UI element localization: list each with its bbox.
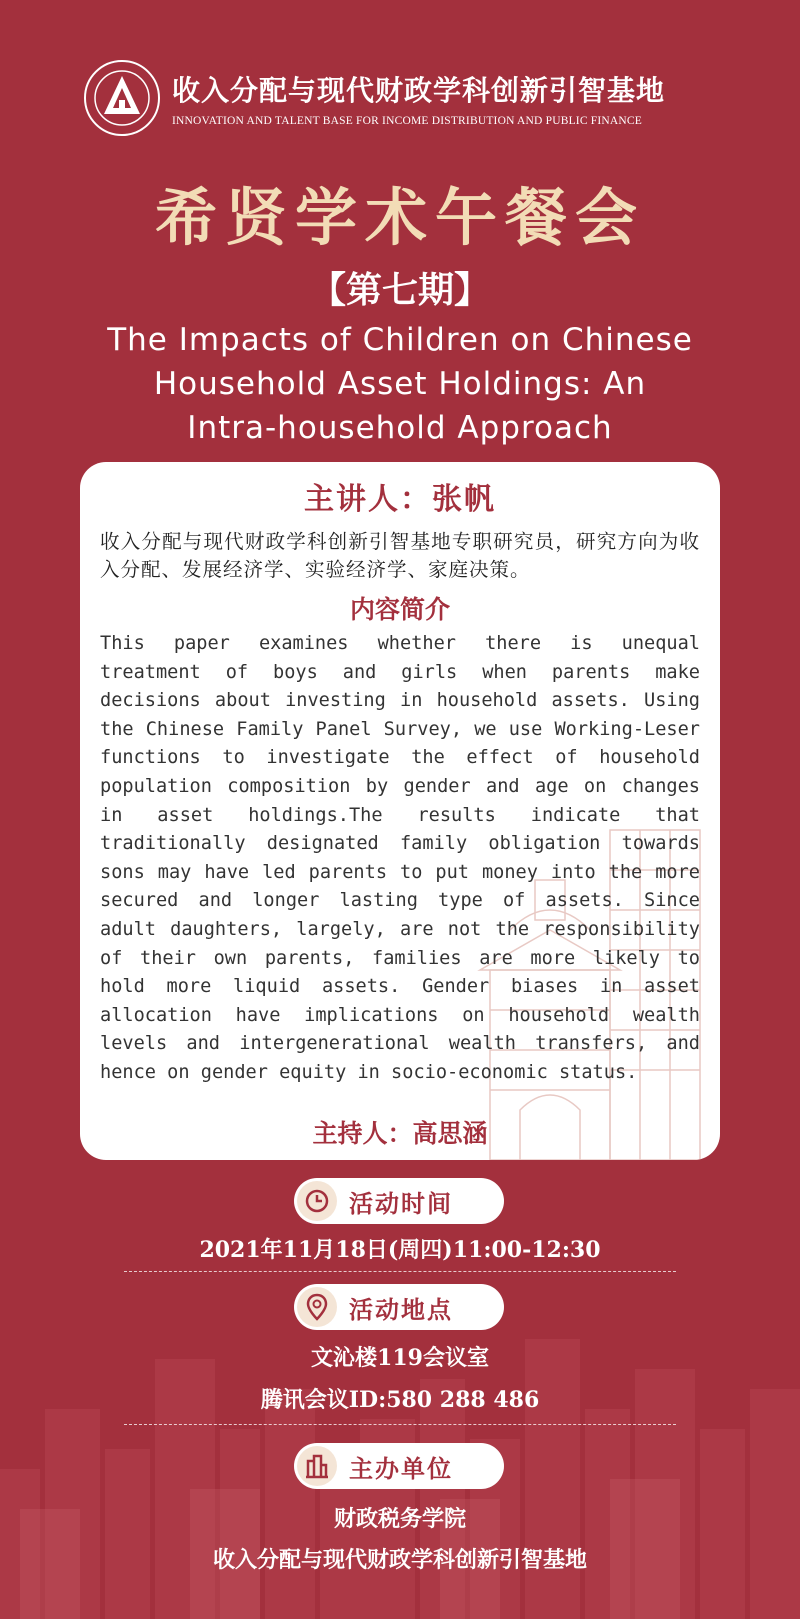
issue-number: 【第七期】 — [309, 270, 490, 311]
series-title: 希贤学术午餐会 — [154, 181, 645, 254]
divider — [124, 1271, 676, 1272]
talk-title-line: The Impacts of Children on Chinese — [107, 322, 693, 358]
clock-icon — [297, 1181, 337, 1221]
location-pin-icon — [297, 1287, 337, 1327]
meeting-id: 腾讯会议ID:580 288 486 — [260, 1387, 540, 1413]
event-time: 2021年11月18日(周四)11:00-12:30 — [199, 1237, 601, 1263]
talk-title-line: Household Asset Holdings: An — [153, 366, 647, 402]
organizer-label: 主办单位 — [349, 1454, 453, 1483]
building-icon — [297, 1446, 337, 1486]
place-pill — [294, 1284, 504, 1330]
header-logo-row — [82, 58, 665, 138]
talk-title — [60, 318, 740, 450]
org-name-cn: 收入分配与现代财政学科创新引智基地 — [172, 74, 666, 107]
abstract-heading: 内容简介 — [349, 595, 450, 624]
time-pill — [294, 1178, 504, 1224]
university-emblem-icon — [82, 58, 162, 138]
speaker-description: 收入分配与现代财政学科创新引智基地专职研究员，研究方向为收入分配、发展经济学、实验经济学、家庭决策。 — [100, 530, 700, 581]
organizer-line-1: 财政税务学院 — [333, 1506, 466, 1532]
org-name-en: INNOVATION AND TALENT BASE FOR INCOME DISTRIBUTION AND PUBLIC FINANCE — [172, 115, 643, 127]
content-card — [80, 462, 720, 1160]
talk-title-line: Intra-household Approach — [187, 410, 613, 446]
host-name: 主持人：高思涵 — [312, 1119, 488, 1148]
organizer-pill — [294, 1443, 504, 1489]
place-label: 活动地点 — [349, 1295, 453, 1324]
abstract-text: This paper examines whether there is unequal treatment of boys and girls when parents make decisions about investing in household assets. Using the Chinese Family Panel Survey, we use Working-Leser functions to investigate the effect of household population composition by gender and age on changes in asset holdings.The results indicate that traditionally designated family obligation towards sons may have led parents to put money into the more secured and longer lasting type of assets. Since adult daughters, largely, are not the responsibility of their own parents, families are more likely to hold more liquid assets. Gender biases in asset allocation have implications on household wealth levels and intergenerational wealth transfers, and hence on gender equity in socio-economic status. — [100, 633, 700, 1083]
organizer-line-2: 收入分配与现代财政学科创新引智基地 — [212, 1547, 587, 1573]
time-label: 活动时间 — [349, 1189, 453, 1218]
speaker-name: 主讲人：张帆 — [304, 482, 496, 517]
event-room: 文沁楼119会议室 — [311, 1345, 489, 1371]
divider — [124, 1424, 676, 1425]
